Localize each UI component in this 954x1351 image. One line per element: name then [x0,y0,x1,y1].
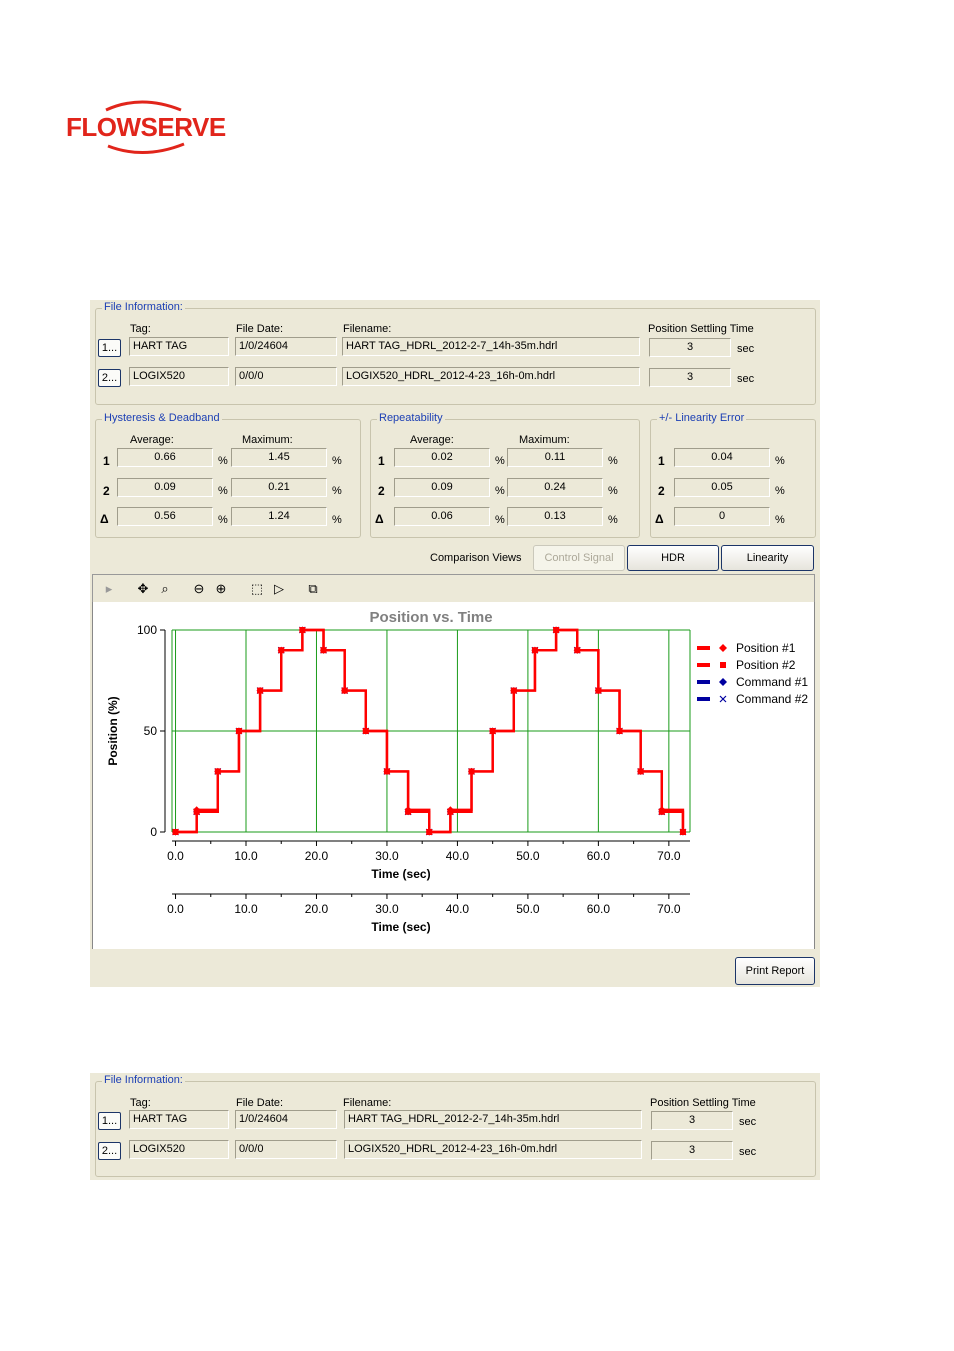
repeatability-row-1-label: 1 [378,454,385,468]
hysteresis-row-1-label: 1 [103,454,110,468]
x-axis-label: Time (sec) [371,867,431,881]
date-2-field-2: 0/0/0 [235,1140,337,1159]
x-tick-label: 0.0 [167,849,184,863]
date-1-field-2: 1/0/24604 [235,1110,337,1129]
y-axis-label: Position (%) [106,696,120,766]
linearity-2: 0.05 [674,478,770,497]
linearity-row-1-label: 1 [658,454,665,468]
legend-label: Position #2 [736,658,796,672]
repeatability-avg-delta-unit: % [495,514,505,526]
linearity-1-unit: % [775,455,785,467]
browse-file-1-button[interactable]: 1... [98,339,121,357]
x-tick-label: 70.0 [657,849,681,863]
tag-header-2: Tag: [130,1097,151,1109]
position-vs-time-chart [93,602,814,949]
x-tick-label: 20.0 [304,902,329,916]
linearity-button[interactable]: Linearity [721,545,814,571]
repeatability-avg-label: Average: [410,434,454,446]
repeatability-max-2-unit: % [608,485,618,497]
filename-2-field: LOGIX520_HDRL_2012-4-23_16h-0m.hdrl [342,367,640,386]
settling-1-field: 3 [649,338,731,357]
hysteresis-max-2: 0.21 [231,478,327,497]
pan-icon[interactable]: ✥ [137,581,149,596]
select-rect-icon[interactable]: ⬚ [250,581,264,596]
x-tick-label: 40.0 [445,902,470,916]
settling-header: Position Settling Time [648,323,754,335]
fit-icon[interactable]: ▷ [274,581,284,596]
zoom-box-icon[interactable]: ⌕ [161,581,169,596]
print-report-button[interactable]: Print Report [735,957,815,985]
copy-icon[interactable]: ⧉ [308,581,318,596]
x-tick-label: 30.0 [375,902,399,916]
logo-text: FLOWSERVE [66,112,226,142]
hysteresis-row-delta-label: Δ [100,512,109,526]
x-tick-label: 60.0 [586,902,611,916]
hysteresis-avg-1: 0.66 [117,448,213,467]
legend-marker [719,678,727,686]
zoom-out-icon[interactable]: ⊖ [193,581,205,596]
chart-title: Position vs. Time [369,609,493,626]
file-date-header-2: File Date: [236,1097,284,1109]
date-2-field: 0/0/0 [235,367,337,386]
linearity-delta-unit: % [775,514,785,526]
repeatability-avg-1-unit: % [495,455,505,467]
browse-file-2-button[interactable]: 2... [98,369,121,387]
y-tick-label: 50 [143,724,157,738]
settling-header-2: Position Settling Time [650,1097,756,1109]
y-tick-label: 0 [150,825,157,839]
repeatability-max-label: Maximum: [519,434,570,446]
tag-1-field: HART TAG [129,337,229,356]
legend-marker [720,662,726,668]
repeatability-max-2: 0.24 [507,478,603,497]
hysteresis-max-label: Maximum: [242,434,293,446]
hysteresis-avg-2: 0.09 [117,478,213,497]
file-date-header: File Date: [236,323,284,335]
repeatability-max-1: 0.11 [507,448,603,467]
x-tick-label: 0.0 [167,902,184,916]
hysteresis-title: Hysteresis & Deadband [104,412,220,424]
control-signal-button[interactable]: Control Signal [533,545,625,571]
repeatability-title: Repeatability [379,412,443,424]
x-tick-label: 50.0 [516,849,540,863]
linearity-1: 0.04 [674,448,770,467]
file-info-panel-2 [90,1073,820,1180]
repeatability-max-delta-unit: % [608,514,618,526]
tag-2-field-2: LOGIX520 [129,1140,229,1159]
zoom-in-icon[interactable]: ⊕ [215,581,227,596]
main-panel [90,300,820,987]
filename-1-field: HART TAG_HDRL_2012-2-7_14h-35m.hdrl [342,337,640,356]
x-tick-label: 30.0 [375,849,399,863]
tag-header: Tag: [130,323,151,335]
file-info-title: File Information: [104,301,183,313]
hysteresis-max-delta-unit: % [332,514,342,526]
hysteresis-avg-label: Average: [130,434,174,446]
repeatability-avg-2-unit: % [495,485,505,497]
settling-1-unit: sec [737,343,755,355]
x-tick-label: 20.0 [304,849,329,863]
linearity-delta: 0 [674,507,770,526]
browse-file-2-button-2[interactable]: 2... [98,1142,121,1160]
chart-area [92,602,815,949]
hysteresis-max-1-unit: % [332,455,342,467]
chart-toolbar [92,574,815,604]
hysteresis-avg-2-unit: % [218,485,228,497]
tag-2-field: LOGIX520 [129,367,229,386]
browse-file-1-button-2[interactable]: 1... [98,1112,121,1130]
comparison-views-label: Comparison Views [430,552,522,564]
filename-2-field-2: LOGIX520_HDRL_2012-4-23_16h-0m.hdrl [344,1140,642,1159]
y-tick-label: 100 [136,623,157,637]
filename-header-2: Filename: [343,1097,392,1109]
hysteresis-avg-1-unit: % [218,455,228,467]
settling-1-unit-2: sec [739,1116,757,1128]
play-arrow-icon[interactable]: ▸ [105,581,113,596]
hysteresis-max-delta: 1.24 [231,507,327,526]
hysteresis-avg-delta-unit: % [218,514,228,526]
linearity-row-delta-label: Δ [655,512,664,526]
settling-2-unit-2: sec [739,1146,757,1158]
repeatability-avg-1: 0.02 [394,448,490,467]
legend-marker [719,644,727,652]
x-axis-label: Time (sec) [371,920,431,934]
hysteresis-max-1: 1.45 [231,448,327,467]
repeatability-row-delta-label: Δ [375,512,384,526]
x-tick-label: 10.0 [234,902,258,916]
repeatability-max-1-unit: % [608,455,618,467]
x-tick-label: 70.0 [657,902,681,916]
legend-label: Command #1 [736,675,809,689]
date-1-field: 1/0/24604 [235,337,337,356]
repeatability-avg-delta: 0.06 [394,507,490,526]
x-tick-label: 50.0 [516,902,540,916]
settling-2-unit: sec [737,373,755,385]
settling-2-field-2: 3 [651,1141,733,1160]
file-info-title-2: File Information: [104,1074,183,1086]
settling-1-field-2: 3 [651,1111,733,1130]
legend-label: Position #1 [736,641,796,655]
x-tick-label: 10.0 [234,849,258,863]
legend-label: Command #2 [736,692,809,706]
repeatability-row-2-label: 2 [378,484,385,498]
legend-marker [720,696,726,702]
linearity-title: +/- Linearity Error [659,412,745,424]
repeatability-avg-2: 0.09 [394,478,490,497]
linearity-row-2-label: 2 [658,484,665,498]
hysteresis-max-2-unit: % [332,485,342,497]
flowserve-logo [66,98,226,156]
x-tick-label: 40.0 [445,849,470,863]
hysteresis-avg-delta: 0.56 [117,507,213,526]
repeatability-max-delta: 0.13 [507,507,603,526]
tag-1-field-2: HART TAG [129,1110,229,1129]
x-tick-label: 60.0 [586,849,611,863]
linearity-2-unit: % [775,485,785,497]
filename-header: Filename: [343,323,392,335]
hysteresis-row-2-label: 2 [103,484,110,498]
settling-2-field: 3 [649,368,731,387]
filename-1-field-2: HART TAG_HDRL_2012-2-7_14h-35m.hdrl [344,1110,642,1129]
hdr-button[interactable]: HDR [627,545,719,571]
